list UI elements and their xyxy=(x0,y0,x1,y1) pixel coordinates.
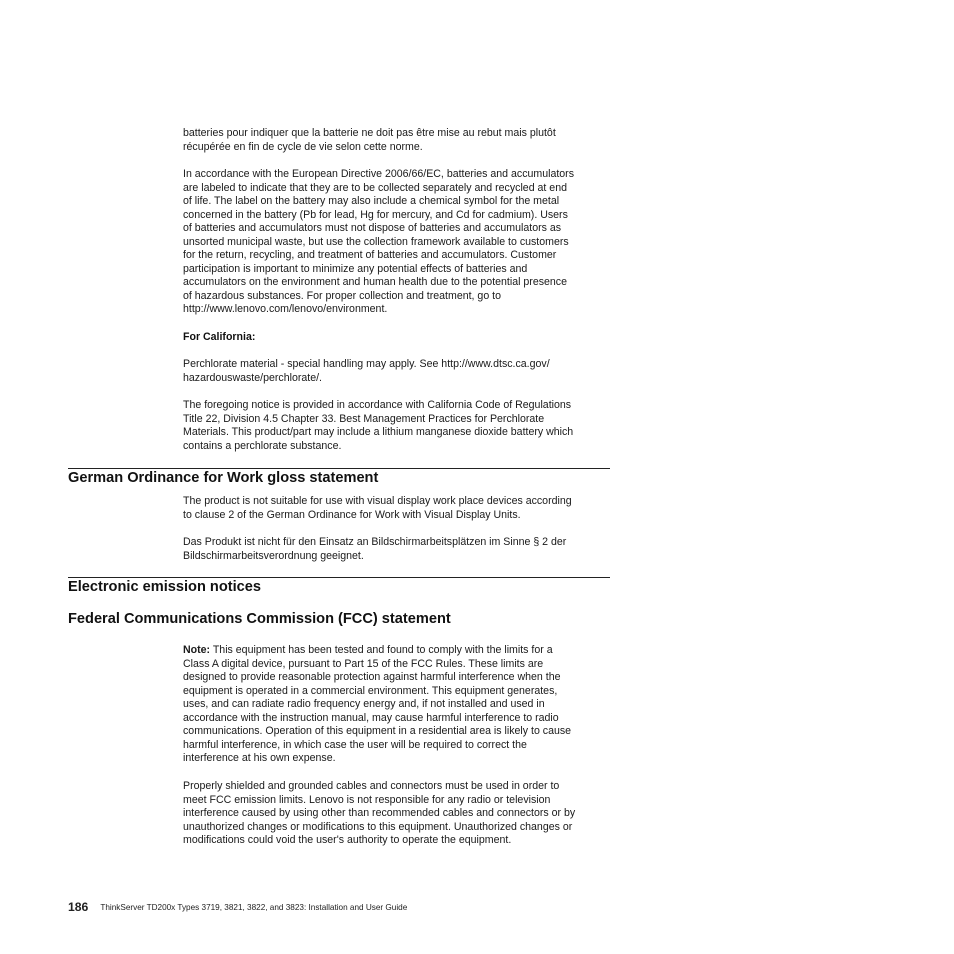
california-label-block xyxy=(183,331,611,345)
eu-directive-paragraph xyxy=(183,168,611,317)
page-footer xyxy=(68,900,407,914)
perchlorate-paragraph xyxy=(183,358,611,385)
section-divider xyxy=(68,468,610,469)
footer-title: ThinkServer TD200x Types 3719, 3821, 3822, and 3823: Installation and User Guide xyxy=(100,903,408,912)
page-number: 186 xyxy=(68,900,89,914)
german-ordinance-heading: German Ordinance for Work gloss statement xyxy=(68,470,379,486)
fcc-statement-heading: Federal Communications Commission (FCC) statement xyxy=(68,611,451,627)
battery-recycling-french-paragraph xyxy=(183,127,611,154)
paragraph xyxy=(183,644,611,766)
note-text: This equipment has been tested and found to comply with the limits for a Class A digital device, pursuant to Part 15 of the FCC Rules. These limits are designed to provide reasonable protection against harmful interference when the equipment is operated in a commercial environment. This equipment generates, uses, and can radiate radio frequency energy and, if not installed and used in accordance with the instruction manual, may cause harmful interference to radio communications. Operation of this equipment in a residential area is likely to cause harmful interference, in which case the user will be required to correct the interference at his own expense. xyxy=(183,644,572,765)
paragraph: The foregoing notice is provided in accordance with California Code of Regulations Title 22, Division 4.5 Chapter 33. Best Management Practices for Perchlorate Materials. This product/part may include a lithium manganese dioxide battery which contains a perchlorate substance. xyxy=(183,399,574,452)
paragraph: batteries pour indiquer que la batterie ne doit pas être mise au rebut mais plutôt récupérée en fin de cycle de vie selon cette norme. xyxy=(183,127,556,153)
fcc-cables-paragraph xyxy=(183,780,611,848)
paragraph: Das Produkt ist nicht für den Einsatz an Bildschirmarbeitsplätzen im Sinne § 2 der Bildschirmarbeitsverordnung geeignet. xyxy=(183,536,567,562)
note-label: Note: xyxy=(183,644,211,656)
paragraph: Perchlorate material - special handling may apply. See http://www.dtsc.ca.gov/ hazardouswaste/perchlorate/. xyxy=(183,358,550,384)
paragraph: In accordance with the European Directive 2006/66/EC, batteries and accumulators are labeled to indicate that they are to be collected separately and recycled at end of life. The label on the battery may also include a chemical symbol for the metal concerned in the battery (Pb for lead, Hg for mercury, and Cd for cadmium). Users of batteries and accumulators must not dispose of batteries and accumulators as unsorted municipal waste, but use the collection framework available to customers for the return, recycling, and treatment of batteries and accumulators. Customer participation is important to minimize any potential effects of batteries and accumulators on the environment and human health due to the potential presence of hazardous substances. For proper collection and treatment, go to http://www.lenovo.com/lenovo/environment. xyxy=(183,168,575,316)
section-divider xyxy=(68,577,610,578)
california-notice-paragraph xyxy=(183,399,611,453)
fcc-note-paragraph xyxy=(183,644,611,766)
german-english-paragraph xyxy=(183,495,611,522)
paragraph: Properly shielded and grounded cables and connectors must be used in order to meet FCC emission limits. Lenovo is not responsible for any radio or television interference caused by using other than recommended cables and connectors or by unauthorized changes or modifications to this equipment. Unauthorized changes or modifications could void the user's authority to operate the equipment. xyxy=(183,780,576,847)
paragraph: The product is not suitable for use with visual display work place devices according to clause 2 of the German Ordinance for Work with Visual Display Units. xyxy=(183,495,572,521)
german-german-paragraph xyxy=(183,536,611,563)
california-label: For California: xyxy=(183,331,256,343)
electronic-emission-heading: Electronic emission notices xyxy=(68,579,262,595)
